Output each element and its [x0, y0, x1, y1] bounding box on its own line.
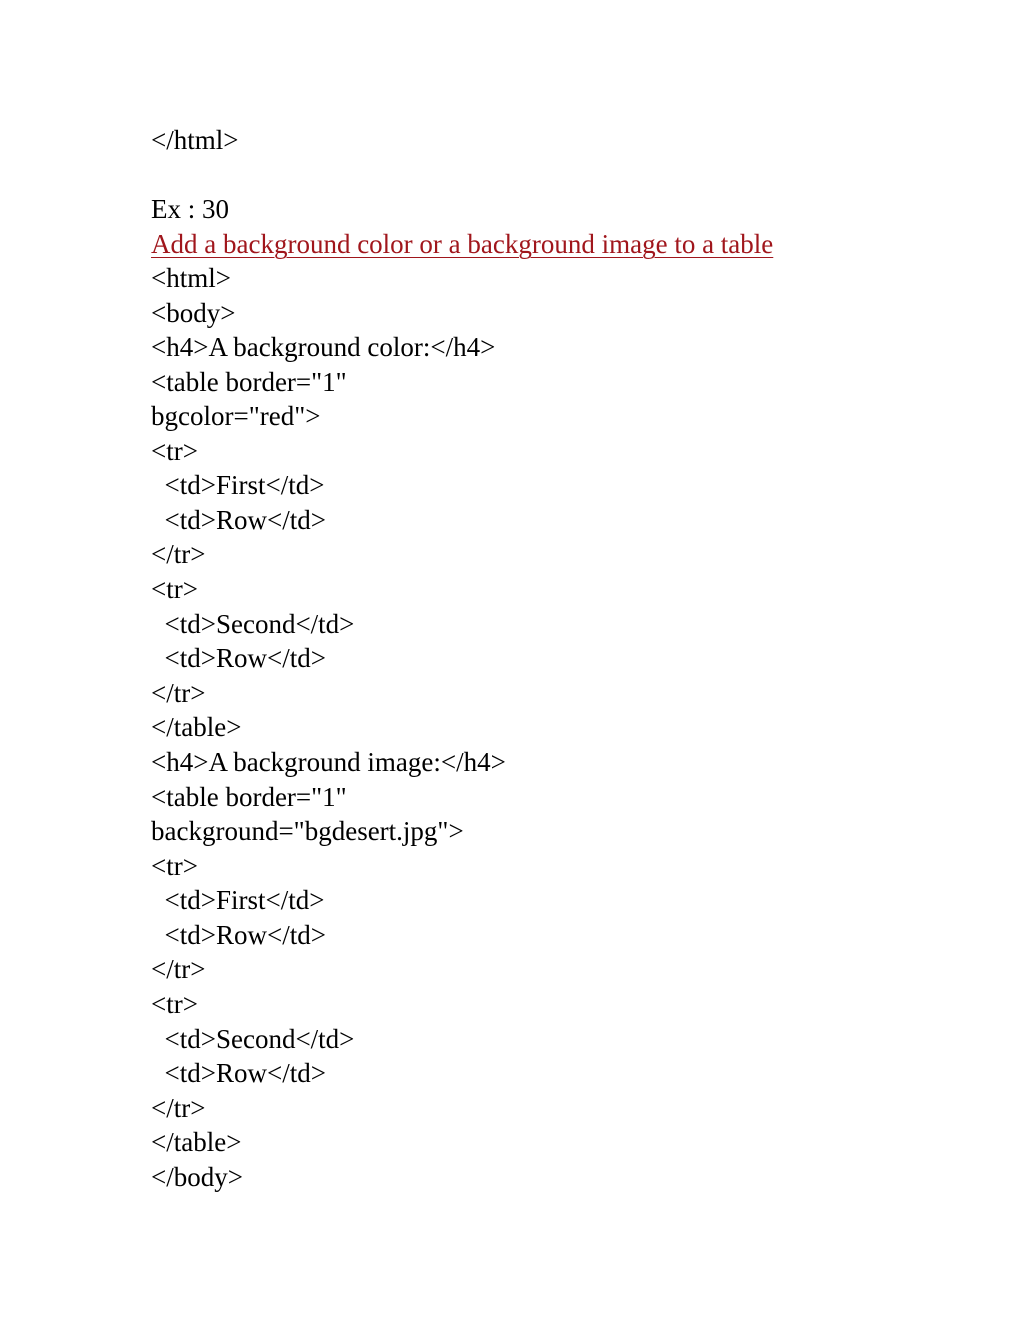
code-line: <h4>A background image:</h4>	[151, 747, 506, 777]
code-line: <td>First</td>	[151, 885, 325, 915]
code-line: <h4>A background color:</h4>	[151, 332, 496, 362]
code-line: <table border="1"	[151, 782, 347, 812]
code-line: <td>Second</td>	[151, 1024, 355, 1054]
code-line: </tr>	[151, 1093, 206, 1123]
code-line: </tr>	[151, 678, 206, 708]
code-line: <tr>	[151, 436, 198, 466]
example-label: Ex : 30	[151, 194, 229, 224]
example-title: Add a background color or a background image to a table	[151, 229, 774, 259]
code-line: </table>	[151, 712, 242, 742]
code-line: <table border="1"	[151, 367, 347, 397]
code-line: <td>Row</td>	[151, 1058, 326, 1088]
code-line: <td>Row</td>	[151, 505, 326, 535]
code-line: </tr>	[151, 954, 206, 984]
code-line: </body>	[151, 1162, 243, 1192]
code-line: </table>	[151, 1127, 242, 1157]
closing-html-line: </html>	[151, 125, 239, 155]
code-line: <td>First</td>	[151, 470, 325, 500]
code-line: </tr>	[151, 539, 206, 569]
code-line: <tr>	[151, 574, 198, 604]
code-line: <tr>	[151, 989, 198, 1019]
code-line: <td>Row</td>	[151, 920, 326, 950]
code-line: <td>Row</td>	[151, 643, 326, 673]
code-line: <tr>	[151, 851, 198, 881]
code-line: background="bgdesert.jpg">	[151, 816, 464, 846]
code-line: bgcolor="red">	[151, 401, 321, 431]
code-line: <html>	[151, 263, 231, 293]
code-line: <body>	[151, 298, 236, 328]
code-line: <td>Second</td>	[151, 609, 355, 639]
